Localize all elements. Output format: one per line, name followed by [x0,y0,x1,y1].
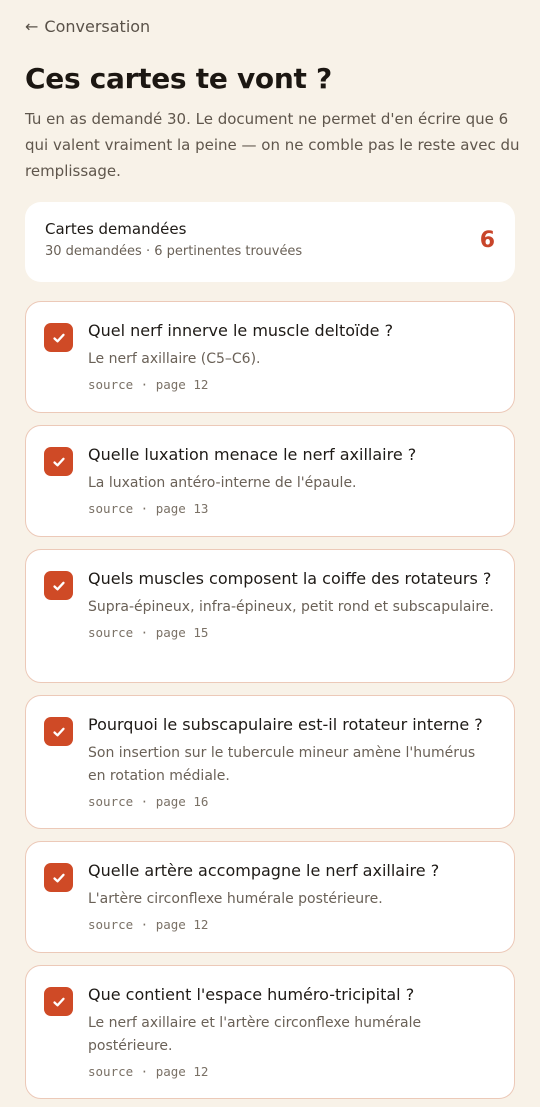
check-icon [52,725,66,739]
page-subtitle: Tu en as demandé 30. Le document ne permet d'en écrire que 6 qui valent vraiment la peine — on ne comble pas le reste avec du remplissage. [25,110,520,180]
check-icon [52,331,66,345]
card-source: source · page 15 [88,625,209,640]
flashcard-item[interactable] [25,965,515,1099]
card-question: Quels muscles composent la coiffe des rotateurs ? [88,569,492,588]
check-icon [52,455,66,469]
check-icon [52,871,66,885]
back-button[interactable] [25,17,150,36]
card-answer: Son insertion sur le tubercule mineur amène l'humérus en rotation médiale. [88,745,476,784]
back-label: Conversation [44,17,151,36]
card-answer: Supra-épineux, infra-épineux, petit rond et subscapulaire. [88,599,494,615]
card-checkbox[interactable] [44,571,73,600]
check-icon [52,995,66,1009]
card-source: source · page 13 [88,501,209,516]
card-question: Quel nerf innerve le muscle deltoïde ? [88,321,394,340]
card-source: source · page 12 [88,917,209,932]
card-answer: Le nerf axillaire (C5–C6). [88,351,261,367]
flashcard-item[interactable] [25,425,515,537]
card-source: source · page 16 [88,794,209,809]
card-source: source · page 12 [88,1064,209,1079]
flashcard-item[interactable] [25,841,515,953]
page-title: Ces cartes te vont ? [25,62,332,95]
flashcard-item[interactable] [25,695,515,829]
summary-count: 6 [479,228,495,253]
summary-title: Cartes demandées [45,220,187,238]
card-checkbox[interactable] [44,863,73,892]
card-answer: La luxation antéro-interne de l'épaule. [88,475,357,491]
check-icon [52,579,66,593]
flashcard-item[interactable] [25,549,515,683]
card-answer: L'artère circonflexe humérale postérieure. [88,891,383,907]
card-checkbox[interactable] [44,717,73,746]
card-source: source · page 12 [88,377,209,392]
arrow-left-icon: ← [25,16,39,36]
card-question: Que contient l'espace huméro-tricipital ? [88,985,415,1004]
card-checkbox[interactable] [44,323,73,352]
card-checkbox[interactable] [44,987,73,1016]
flashcard-item[interactable] [25,301,515,413]
card-question: Quelle luxation menace le nerf axillaire ? [88,445,417,464]
card-question: Pourquoi le subscapulaire est-il rotateur interne ? [88,715,483,734]
summary-card [25,202,515,282]
card-checkbox[interactable] [44,447,73,476]
card-answer: Le nerf axillaire et l'artère circonflexe humérale postérieure. [88,1015,422,1054]
summary-subtitle: 30 demandées · 6 pertinentes trouvées [45,244,303,259]
card-question: Quelle artère accompagne le nerf axillaire ? [88,861,440,880]
